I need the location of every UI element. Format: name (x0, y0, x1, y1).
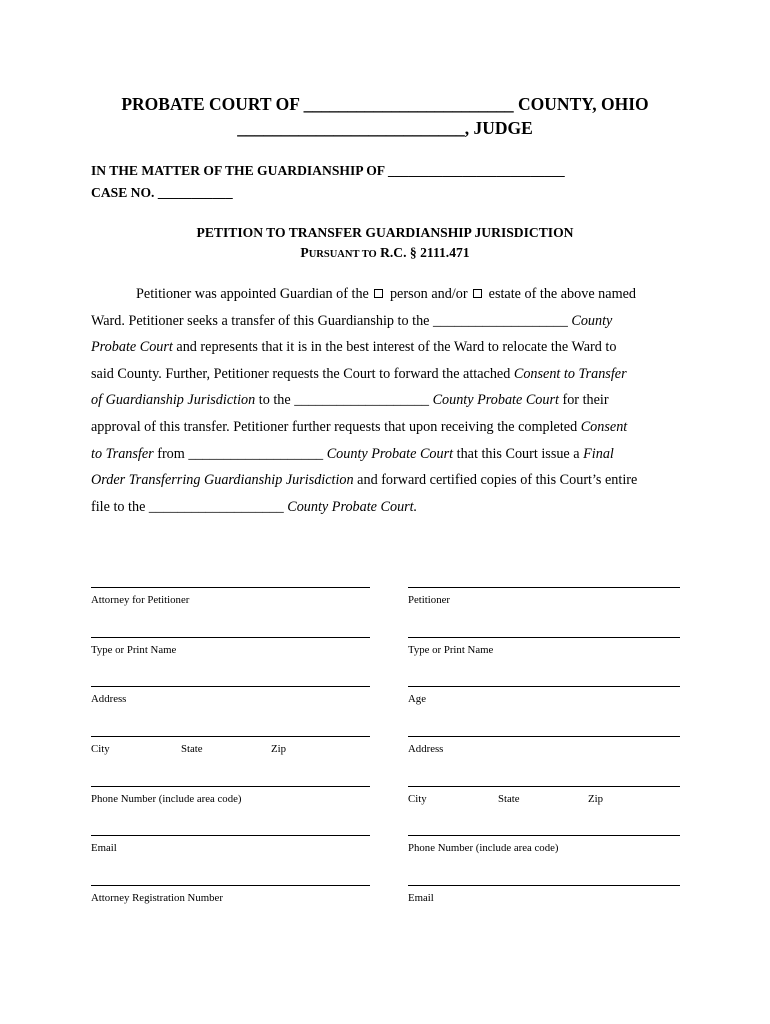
petitioner-address-label: Address (408, 743, 444, 755)
attorney-phone-label: Phone Number (include area code) (91, 793, 242, 805)
attorney-email-line[interactable] (91, 835, 370, 836)
petitioner-email-line[interactable] (408, 885, 680, 886)
body-italic: Final (583, 445, 614, 462)
body-italic: to Transfer (91, 445, 154, 462)
body-text: Ward. Petitioner seeks a transfer of this Guardianship to the ___________________ (91, 312, 572, 329)
petitioner-email-label: Email (408, 892, 434, 904)
body-text: for their (558, 392, 609, 409)
body-text: file to the ___________________ (91, 498, 288, 515)
attorney-zip-label: Zip (271, 743, 286, 755)
attorney-phone-line[interactable] (91, 786, 370, 787)
petitioner-phone-line[interactable] (408, 835, 680, 836)
body-italic: Consent (580, 418, 628, 435)
body-line (91, 334, 691, 361)
body-italic: of Guardianship Jurisdiction (91, 392, 256, 409)
attorney-city-label: City (91, 743, 110, 755)
body-line (91, 494, 691, 521)
petitioner-zip-label: Zip (588, 793, 603, 805)
petitioner-state-label: State (498, 793, 520, 805)
body-italic: Probate Court (91, 339, 173, 356)
petitioner-label: Petitioner (408, 594, 450, 606)
attorney-signature-line[interactable] (91, 587, 370, 588)
body-line (91, 308, 691, 335)
body-text: Petitioner was appointed Guardian of the (136, 286, 373, 302)
body-italic: County (571, 312, 613, 329)
body-line (91, 467, 691, 494)
attorney-name-line[interactable] (91, 637, 370, 638)
petitioner-name-line[interactable] (408, 637, 680, 638)
court-heading-line-1: PROBATE COURT OF ________________________ COUNTY, OHIO (121, 94, 649, 114)
case-number-line: CASE NO. ___________ (91, 185, 233, 200)
attorney-registration-line[interactable] (91, 885, 370, 886)
body-text: and represents that it is in the best interest of the Ward to relocate the Ward to (172, 339, 617, 356)
estate-checkbox[interactable] (473, 289, 482, 298)
body-text: from ___________________ (153, 445, 327, 462)
petitioner-age-line[interactable] (408, 686, 680, 687)
petitioner-city-state-zip-line[interactable] (408, 786, 680, 787)
attorney-registration-label: Attorney Registration Number (91, 892, 223, 904)
body-line (91, 387, 691, 414)
body-italic: County Probate Court. (287, 498, 418, 515)
petition-body (91, 281, 691, 520)
body-text: to the ___________________ (255, 392, 433, 409)
attorney-state-label: State (181, 743, 203, 755)
body-italic: County Probate Court (432, 392, 559, 409)
body-text: approval of this transfer. Petitioner further requests that upon receiving the completed (91, 418, 581, 435)
body-text: that this Court issue a (453, 445, 584, 462)
attorney-address-line[interactable] (91, 686, 370, 687)
body-text: and forward certified copies of this Court’s entire (353, 472, 638, 489)
judge-heading-line: __________________________, JUDGE (237, 118, 533, 138)
statute-reference: R.C. § 2111.471 (376, 245, 470, 260)
body-line (91, 361, 691, 388)
petitioner-address-line[interactable] (408, 736, 680, 737)
body-text: person and/or (386, 286, 472, 302)
petitioner-phone-label: Phone Number (include area code) (408, 842, 559, 854)
attorney-address-label: Address (91, 693, 127, 705)
petitioner-age-label: Age (408, 693, 426, 705)
body-line (91, 281, 691, 308)
body-line (91, 441, 691, 468)
body-italic: Consent to Transfer (513, 365, 627, 382)
body-text: said County. Further, Petitioner requests the Court to forward the attached (91, 365, 514, 382)
subtitle-smallcaps: URSUANT TO (308, 249, 377, 260)
body-text: estate of the above named (485, 286, 636, 302)
statute-subtitle (0, 245, 770, 261)
petitioner-name-label: Type or Print Name (408, 644, 494, 656)
guardianship-matter-line: IN THE MATTER OF THE GUARDIANSHIP OF __________________________ (91, 163, 565, 178)
subtitle-initial: P (300, 245, 309, 260)
attorney-city-state-zip-line[interactable] (91, 736, 370, 737)
attorney-name-label: Type or Print Name (91, 644, 177, 656)
petitioner-city-label: City (408, 793, 427, 805)
person-checkbox[interactable] (374, 289, 383, 298)
body-italic: County Probate Court (326, 445, 454, 462)
petitioner-signature-line[interactable] (408, 587, 680, 588)
body-line (91, 414, 691, 441)
body-italic: Order Transferring Guardianship Jurisdiction (91, 472, 354, 489)
attorney-for-petitioner-label: Attorney for Petitioner (91, 594, 190, 606)
attorney-email-label: Email (91, 842, 117, 854)
document-title: PETITION TO TRANSFER GUARDIANSHIP JURISDICTION (196, 225, 574, 240)
